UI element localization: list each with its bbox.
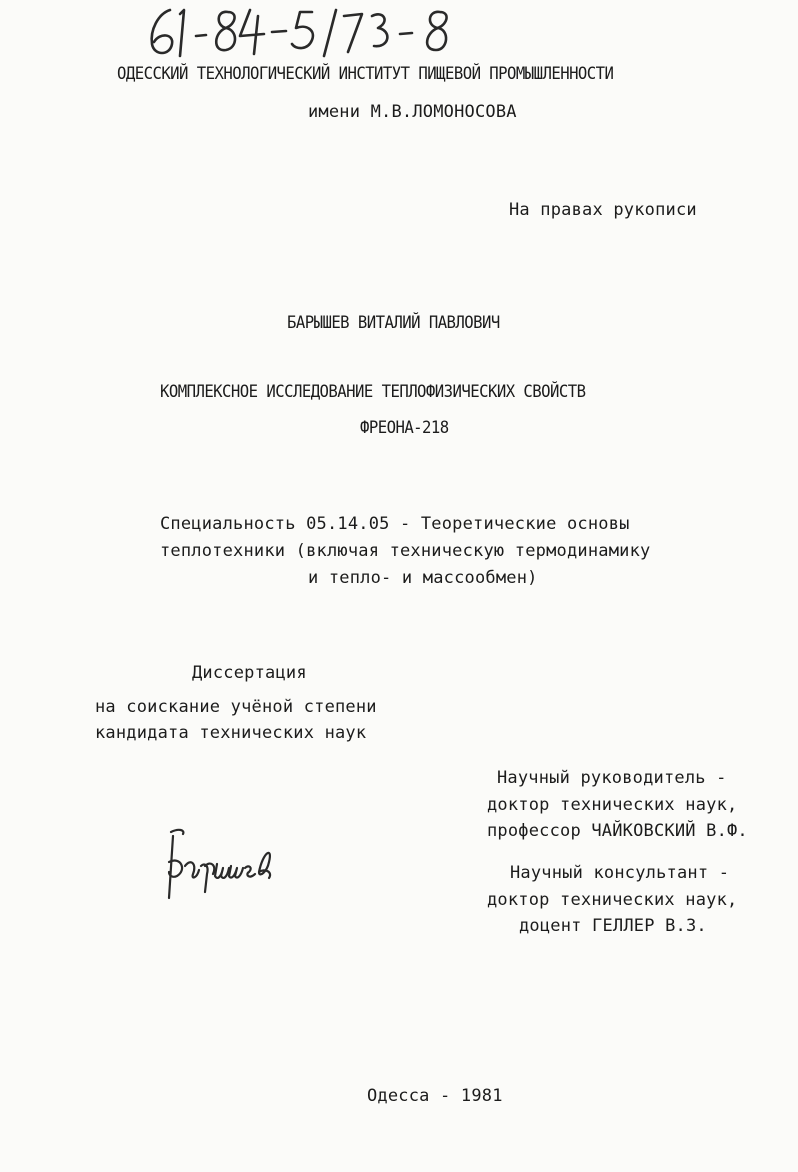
specialty-line-2: теплотехники (включая техническую термодинамику <box>160 541 651 561</box>
handwritten-catalog-number <box>140 0 480 62</box>
consultant-name: доцент ГЕЛЛЕР В.З. <box>519 916 707 936</box>
place-and-year: Одесса - 1981 <box>367 1086 503 1106</box>
institute-name: ОДЕССКИЙ ТЕХНОЛОГИЧЕСКИЙ ИНСТИТУТ ПИЩЕВОЙ ПРОМЫШЛЕННОСТИ <box>117 64 614 84</box>
dissertation-title-line-1: КОМПЛЕКСНОЕ ИССЛЕДОВАНИЕ ТЕПЛОФИЗИЧЕСКИХ СВОЙСТВ <box>160 382 586 402</box>
supervisor-name: профессор ЧАЙКОВСКИЙ В.Ф. <box>487 821 748 841</box>
manuscript-rights-note: На правах рукописи <box>509 200 697 220</box>
specialty-line-3: и тепло- и массообмен) <box>308 568 538 588</box>
degree-line-1: на соискание учёной степени <box>95 697 377 717</box>
consultant-role: Научный консультант - <box>510 863 730 883</box>
consultant-degree: доктор технических наук, <box>487 890 738 910</box>
dissertation-title-line-2: ФРЕОНА-218 <box>360 418 449 438</box>
supervisor-role: Научный руководитель - <box>497 768 727 788</box>
specialty-line-1: Специальность 05.14.05 - Теоретические основы <box>160 514 630 534</box>
institute-dedication: имени М.В.ЛОМОНОСОВА <box>308 102 517 122</box>
dissertation-label: Диссертация <box>192 663 307 683</box>
degree-line-2: кандидата технических наук <box>95 723 367 743</box>
supervisor-degree: доктор технических наук, <box>487 795 738 815</box>
author-signature <box>155 822 285 904</box>
author-name: БАРЫШЕВ ВИТАЛИЙ ПАВЛОВИЧ <box>287 313 500 333</box>
